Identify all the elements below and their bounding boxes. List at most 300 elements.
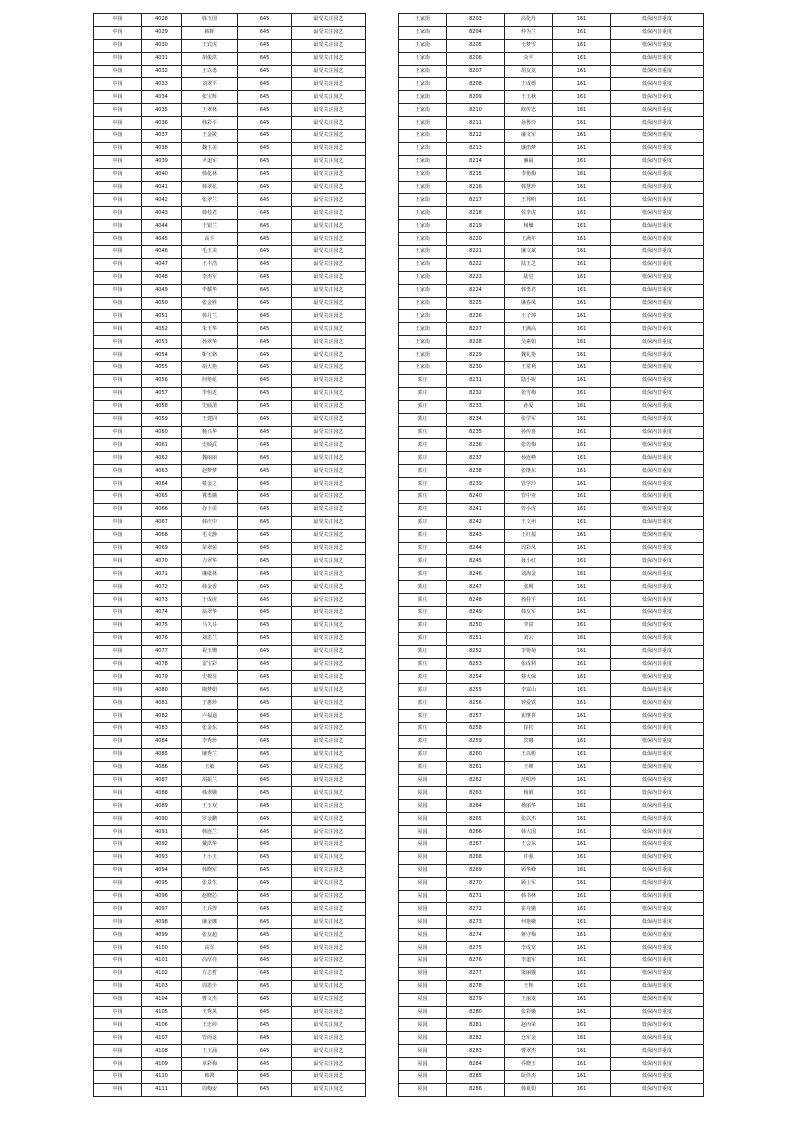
code-cell: 645 bbox=[238, 220, 292, 233]
name-cell: 廉春凤 bbox=[505, 297, 553, 310]
category-cell: 最受关注园艺 bbox=[292, 1083, 366, 1096]
id-cell: 8251 bbox=[447, 632, 505, 645]
id-cell: 4096 bbox=[142, 890, 182, 903]
name-cell: 朱玉华 bbox=[182, 323, 238, 336]
id-cell: 4095 bbox=[142, 877, 182, 890]
code-cell: 161 bbox=[553, 684, 611, 697]
category-cell: 最受关注园艺 bbox=[292, 271, 366, 284]
code-cell: 645 bbox=[238, 916, 292, 929]
category-cell: 低保内非重度 bbox=[611, 993, 704, 1006]
code-cell: 645 bbox=[238, 735, 292, 748]
name-cell: 曹翠杰 bbox=[505, 1045, 553, 1058]
unit-cell: 中扬 bbox=[94, 851, 142, 864]
code-cell: 645 bbox=[238, 142, 292, 155]
unit-cell: 屋园 bbox=[399, 1032, 447, 1045]
code-cell: 645 bbox=[238, 942, 292, 955]
id-cell: 8217 bbox=[447, 194, 505, 207]
category-cell: 低保内非重度 bbox=[611, 839, 704, 852]
unit-cell: 中扬 bbox=[94, 542, 142, 555]
id-cell: 8246 bbox=[447, 568, 505, 581]
code-cell: 161 bbox=[553, 1083, 611, 1096]
table-row bbox=[94, 864, 366, 877]
unit-cell: 郭庄 bbox=[399, 568, 447, 581]
table-row bbox=[94, 374, 366, 387]
table-row bbox=[94, 439, 366, 452]
category-cell: 最受关注园艺 bbox=[292, 142, 366, 155]
category-cell: 低保内非重度 bbox=[611, 529, 704, 542]
id-cell: 4074 bbox=[142, 606, 182, 619]
category-cell: 最受关注园艺 bbox=[292, 1071, 366, 1084]
id-cell: 4042 bbox=[142, 194, 182, 207]
category-cell: 最受关注园艺 bbox=[292, 336, 366, 349]
unit-cell: 中扬 bbox=[94, 271, 142, 284]
id-cell: 4111 bbox=[142, 1083, 182, 1096]
id-cell: 4076 bbox=[142, 632, 182, 645]
id-cell: 4060 bbox=[142, 426, 182, 439]
unit-cell: 中扬 bbox=[94, 735, 142, 748]
id-cell: 4082 bbox=[142, 710, 182, 723]
unit-cell: 屋园 bbox=[399, 839, 447, 852]
table-row bbox=[94, 645, 366, 658]
unit-cell: 郭庄 bbox=[399, 619, 447, 632]
id-cell: 8250 bbox=[447, 619, 505, 632]
name-cell: 张金胜 bbox=[182, 297, 238, 310]
name-cell: 韩化林 bbox=[182, 168, 238, 181]
name-cell: 赵晓芯 bbox=[182, 890, 238, 903]
unit-cell: 中扬 bbox=[94, 671, 142, 684]
id-cell: 8215 bbox=[447, 168, 505, 181]
name-cell: 孙爱 bbox=[505, 400, 553, 413]
name-cell: 戴洪华 bbox=[182, 839, 238, 852]
name-cell: 王丽龙 bbox=[505, 993, 553, 1006]
id-cell: 8213 bbox=[447, 142, 505, 155]
category-cell: 低保内非重度 bbox=[611, 826, 704, 839]
unit-cell: 郭庄 bbox=[399, 542, 447, 555]
unit-cell: 屋园 bbox=[399, 967, 447, 980]
table-row bbox=[94, 761, 366, 774]
table-row bbox=[94, 658, 366, 671]
name-cell: 张翠兰 bbox=[182, 194, 238, 207]
name-cell: 陆玉芝 bbox=[505, 258, 553, 271]
table-row bbox=[399, 826, 704, 839]
unit-cell: 王家街 bbox=[399, 220, 447, 233]
name-cell: 赵梦梦 bbox=[182, 465, 238, 478]
code-cell: 161 bbox=[553, 594, 611, 607]
name-cell: 王峰 bbox=[505, 761, 553, 774]
category-cell: 最受关注园艺 bbox=[292, 465, 366, 478]
code-cell: 161 bbox=[553, 542, 611, 555]
table-row bbox=[94, 336, 366, 349]
id-cell: 4090 bbox=[142, 813, 182, 826]
name-cell: 韩翠娥 bbox=[182, 787, 238, 800]
name-cell: 管学玲 bbox=[505, 478, 553, 491]
code-cell: 161 bbox=[553, 697, 611, 710]
name-cell: 李道军 bbox=[505, 955, 553, 968]
id-cell: 8207 bbox=[447, 65, 505, 78]
code-cell: 161 bbox=[553, 774, 611, 787]
category-cell: 最受关注园艺 bbox=[292, 452, 366, 465]
name-cell: 韩金香 bbox=[182, 581, 238, 594]
code-cell: 645 bbox=[238, 658, 292, 671]
name-cell: 欧传忠 bbox=[505, 104, 553, 117]
code-cell: 645 bbox=[238, 722, 292, 735]
category-cell: 低保内非重度 bbox=[611, 233, 704, 246]
category-cell: 低保内非重度 bbox=[611, 104, 704, 117]
name-cell: 魏丽丽 bbox=[182, 452, 238, 465]
category-cell: 低保内非重度 bbox=[611, 542, 704, 555]
table-row bbox=[94, 155, 366, 168]
unit-cell: 王家街 bbox=[399, 181, 447, 194]
unit-cell: 中扬 bbox=[94, 258, 142, 271]
table-row bbox=[94, 697, 366, 710]
category-cell: 最受关注园艺 bbox=[292, 91, 366, 104]
unit-cell: 郭庄 bbox=[399, 452, 447, 465]
id-cell: 4058 bbox=[142, 400, 182, 413]
name-cell: 王满年 bbox=[505, 233, 553, 246]
table-row bbox=[94, 787, 366, 800]
unit-cell: 中扬 bbox=[94, 980, 142, 993]
code-cell: 161 bbox=[553, 1058, 611, 1071]
category-cell: 最受关注园艺 bbox=[292, 568, 366, 581]
unit-cell: 中扬 bbox=[94, 168, 142, 181]
table-row bbox=[94, 980, 366, 993]
name-cell: 李恒近 bbox=[182, 387, 238, 400]
category-cell: 低保内非重度 bbox=[611, 929, 704, 942]
table-row bbox=[94, 220, 366, 233]
name-cell: 赵丙荣 bbox=[505, 1019, 553, 1032]
category-cell: 最受关注园艺 bbox=[292, 439, 366, 452]
code-cell: 161 bbox=[553, 632, 611, 645]
table-row bbox=[399, 452, 704, 465]
table-row bbox=[94, 839, 366, 852]
unit-cell: 中扬 bbox=[94, 787, 142, 800]
category-cell: 最受关注园艺 bbox=[292, 955, 366, 968]
code-cell: 645 bbox=[238, 542, 292, 555]
id-cell: 4053 bbox=[142, 336, 182, 349]
category-cell: 低保内非重度 bbox=[611, 916, 704, 929]
code-cell: 161 bbox=[553, 117, 611, 130]
category-cell: 低保内非重度 bbox=[611, 78, 704, 91]
code-cell: 161 bbox=[553, 1071, 611, 1084]
name-cell: 翁翠华 bbox=[182, 606, 238, 619]
id-cell: 8261 bbox=[447, 761, 505, 774]
name-cell: 韩庆中 bbox=[182, 516, 238, 529]
unit-cell: 郭庄 bbox=[399, 684, 447, 697]
unit-cell: 中扬 bbox=[94, 748, 142, 761]
id-cell: 4043 bbox=[142, 207, 182, 220]
id-cell: 4073 bbox=[142, 594, 182, 607]
category-cell: 最受关注园艺 bbox=[292, 117, 366, 130]
id-cell: 4036 bbox=[142, 117, 182, 130]
category-cell: 最受关注园艺 bbox=[292, 258, 366, 271]
name-cell: 胡俊洪 bbox=[182, 52, 238, 65]
code-cell: 645 bbox=[238, 130, 292, 143]
unit-cell: 中扬 bbox=[94, 310, 142, 323]
unit-cell: 郭庄 bbox=[399, 761, 447, 774]
name-cell: 高平 bbox=[182, 233, 238, 246]
name-cell: 陆堂 bbox=[505, 271, 553, 284]
id-cell: 4066 bbox=[142, 503, 182, 516]
name-cell: 陆小妮 bbox=[505, 374, 553, 387]
code-cell: 161 bbox=[553, 104, 611, 117]
table-row bbox=[399, 606, 704, 619]
code-cell: 645 bbox=[238, 78, 292, 91]
unit-cell: 郭庄 bbox=[399, 594, 447, 607]
unit-cell: 屋园 bbox=[399, 813, 447, 826]
table-row bbox=[399, 78, 704, 91]
name-cell: 崔丹娥 bbox=[505, 903, 553, 916]
unit-cell: 郭庄 bbox=[399, 516, 447, 529]
table-row bbox=[399, 439, 704, 452]
table-row bbox=[94, 52, 366, 65]
unit-cell: 中扬 bbox=[94, 155, 142, 168]
category-cell: 最受关注园艺 bbox=[292, 813, 366, 826]
category-cell: 最受关注园艺 bbox=[292, 155, 366, 168]
code-cell: 645 bbox=[238, 374, 292, 387]
id-cell: 4051 bbox=[142, 310, 182, 323]
name-cell: 何艳娥 bbox=[505, 916, 553, 929]
code-cell: 645 bbox=[238, 207, 292, 220]
code-cell: 645 bbox=[238, 606, 292, 619]
name-cell: 张宝辉 bbox=[182, 91, 238, 104]
name-cell: 张继东 bbox=[505, 465, 553, 478]
id-cell: 8226 bbox=[447, 310, 505, 323]
category-cell: 最受关注园艺 bbox=[292, 104, 366, 117]
name-cell: 史硕清 bbox=[182, 400, 238, 413]
unit-cell: 王家街 bbox=[399, 233, 447, 246]
name-cell: 仓军金 bbox=[505, 1032, 553, 1045]
code-cell: 645 bbox=[238, 1071, 292, 1084]
category-cell: 低保内非重度 bbox=[611, 336, 704, 349]
id-cell: 4038 bbox=[142, 142, 182, 155]
id-cell: 4031 bbox=[142, 52, 182, 65]
category-cell: 最受关注园艺 bbox=[292, 1058, 366, 1071]
id-cell: 4092 bbox=[142, 839, 182, 852]
category-cell: 低保内非重度 bbox=[611, 710, 704, 723]
table-row bbox=[399, 1006, 704, 1019]
id-cell: 4062 bbox=[142, 452, 182, 465]
category-cell: 最受关注园艺 bbox=[292, 246, 366, 259]
table-row bbox=[94, 826, 366, 839]
name-cell: 李艳菊 bbox=[505, 645, 553, 658]
table-row bbox=[94, 168, 366, 181]
category-cell: 最受关注园艺 bbox=[292, 516, 366, 529]
name-cell: 王红福 bbox=[505, 529, 553, 542]
id-cell: 8280 bbox=[447, 1006, 505, 1019]
category-cell: 低保内非重度 bbox=[611, 310, 704, 323]
code-cell: 161 bbox=[553, 349, 611, 362]
unit-cell: 中扬 bbox=[94, 323, 142, 336]
code-cell: 161 bbox=[553, 65, 611, 78]
name-cell: 方志哲 bbox=[182, 967, 238, 980]
code-cell: 645 bbox=[238, 993, 292, 1006]
id-cell: 4088 bbox=[142, 787, 182, 800]
name-cell: 张雪梅 bbox=[505, 387, 553, 400]
code-cell: 645 bbox=[238, 813, 292, 826]
category-cell: 最受关注园艺 bbox=[292, 1019, 366, 1032]
code-cell: 161 bbox=[553, 813, 611, 826]
table-row bbox=[399, 181, 704, 194]
code-cell: 161 bbox=[553, 374, 611, 387]
category-cell: 低保内非重度 bbox=[611, 877, 704, 890]
unit-cell: 屋园 bbox=[399, 1083, 447, 1096]
table-row bbox=[399, 787, 704, 800]
id-cell: 4047 bbox=[142, 258, 182, 271]
unit-cell: 屋园 bbox=[399, 942, 447, 955]
table-row bbox=[94, 594, 366, 607]
unit-cell: 中扬 bbox=[94, 478, 142, 491]
id-cell: 8233 bbox=[447, 400, 505, 413]
unit-cell: 王家街 bbox=[399, 91, 447, 104]
unit-cell: 中扬 bbox=[94, 374, 142, 387]
id-cell: 8214 bbox=[447, 155, 505, 168]
code-cell: 161 bbox=[553, 658, 611, 671]
table-row bbox=[94, 903, 366, 916]
id-cell: 4067 bbox=[142, 516, 182, 529]
table-row bbox=[399, 735, 704, 748]
code-cell: 645 bbox=[238, 1006, 292, 1019]
category-cell: 低保内非重度 bbox=[611, 735, 704, 748]
table-row bbox=[399, 658, 704, 671]
name-cell: 梁丽娥 bbox=[505, 967, 553, 980]
name-cell: 蔡金之 bbox=[182, 478, 238, 491]
id-cell: 4105 bbox=[142, 1006, 182, 1019]
category-cell: 低保内非重度 bbox=[611, 349, 704, 362]
table-row bbox=[94, 284, 366, 297]
name-cell: 刘翠平 bbox=[182, 78, 238, 91]
name-cell: 韩大国 bbox=[505, 826, 553, 839]
unit-cell: 王家街 bbox=[399, 349, 447, 362]
table-row bbox=[399, 581, 704, 594]
id-cell: 4087 bbox=[142, 774, 182, 787]
table-row bbox=[399, 130, 704, 143]
unit-cell: 中扬 bbox=[94, 761, 142, 774]
category-cell: 低保内非重度 bbox=[611, 787, 704, 800]
id-cell: 8224 bbox=[447, 284, 505, 297]
category-cell: 低保内非重度 bbox=[611, 568, 704, 581]
category-cell: 最受关注园艺 bbox=[292, 362, 366, 375]
code-cell: 645 bbox=[238, 14, 292, 27]
unit-cell: 中扬 bbox=[94, 864, 142, 877]
name-cell: 王兵得 bbox=[182, 903, 238, 916]
unit-cell: 郭庄 bbox=[399, 387, 447, 400]
category-cell: 最受关注园艺 bbox=[292, 929, 366, 942]
name-cell: 李艳梅 bbox=[505, 168, 553, 181]
table-row bbox=[94, 542, 366, 555]
unit-cell: 郭庄 bbox=[399, 555, 447, 568]
category-cell: 最受关注园艺 bbox=[292, 374, 366, 387]
table-row bbox=[399, 490, 704, 503]
table-row bbox=[399, 362, 704, 375]
table-row bbox=[94, 916, 366, 929]
code-cell: 645 bbox=[238, 671, 292, 684]
unit-cell: 王家街 bbox=[399, 78, 447, 91]
category-cell: 最受关注园艺 bbox=[292, 697, 366, 710]
table-row bbox=[94, 710, 366, 723]
code-cell: 161 bbox=[553, 735, 611, 748]
unit-cell: 中扬 bbox=[94, 877, 142, 890]
table-row bbox=[94, 14, 366, 27]
category-cell: 低保内非重度 bbox=[611, 400, 704, 413]
id-cell: 4061 bbox=[142, 439, 182, 452]
id-cell: 4089 bbox=[142, 800, 182, 813]
code-cell: 645 bbox=[238, 761, 292, 774]
category-cell: 最受关注园艺 bbox=[292, 65, 366, 78]
unit-cell: 郭庄 bbox=[399, 710, 447, 723]
category-cell: 低保内非重度 bbox=[611, 181, 704, 194]
id-cell: 4044 bbox=[142, 220, 182, 233]
id-cell: 8228 bbox=[447, 336, 505, 349]
name-cell: 崔继喜 bbox=[505, 710, 553, 723]
name-cell: 廉文斌 bbox=[505, 246, 553, 259]
unit-cell: 屋园 bbox=[399, 774, 447, 787]
code-cell: 645 bbox=[238, 413, 292, 426]
name-cell: 于惠珍 bbox=[182, 697, 238, 710]
table-row bbox=[94, 413, 366, 426]
table-row bbox=[399, 697, 704, 710]
id-cell: 4108 bbox=[142, 1045, 182, 1058]
table-row bbox=[94, 942, 366, 955]
id-cell: 4079 bbox=[142, 671, 182, 684]
code-cell: 645 bbox=[238, 284, 292, 297]
code-cell: 161 bbox=[553, 568, 611, 581]
code-cell: 161 bbox=[553, 233, 611, 246]
code-cell: 645 bbox=[238, 697, 292, 710]
unit-cell: 中扬 bbox=[94, 413, 142, 426]
category-cell: 低保内非重度 bbox=[611, 65, 704, 78]
unit-cell: 王家街 bbox=[399, 52, 447, 65]
table-row bbox=[399, 619, 704, 632]
unit-cell: 郭庄 bbox=[399, 722, 447, 735]
code-cell: 161 bbox=[553, 14, 611, 27]
code-cell: 161 bbox=[553, 258, 611, 271]
table-row bbox=[94, 310, 366, 323]
name-cell: 力翠华 bbox=[182, 555, 238, 568]
name-cell: 胡振兰 bbox=[182, 774, 238, 787]
table-row bbox=[94, 813, 366, 826]
table-row bbox=[399, 374, 704, 387]
code-cell: 645 bbox=[238, 452, 292, 465]
unit-cell: 中扬 bbox=[94, 194, 142, 207]
category-cell: 低保内非重度 bbox=[611, 323, 704, 336]
unit-cell: 王家街 bbox=[399, 26, 447, 39]
category-cell: 低保内非重度 bbox=[611, 39, 704, 52]
unit-cell: 中扬 bbox=[94, 117, 142, 130]
unit-cell: 屋园 bbox=[399, 877, 447, 890]
left-data-table bbox=[93, 13, 366, 1097]
unit-cell: 屋园 bbox=[399, 916, 447, 929]
category-cell: 最受关注园艺 bbox=[292, 413, 366, 426]
code-cell: 161 bbox=[553, 194, 611, 207]
id-cell: 4030 bbox=[142, 39, 182, 52]
name-cell: 阮伴杰 bbox=[505, 1071, 553, 1084]
name-cell: 王子坤 bbox=[505, 310, 553, 323]
code-cell: 645 bbox=[238, 980, 292, 993]
category-cell: 最受关注园艺 bbox=[292, 710, 366, 723]
id-cell: 4033 bbox=[142, 78, 182, 91]
table-row bbox=[399, 1045, 704, 1058]
category-cell: 低保内非重度 bbox=[611, 748, 704, 761]
id-cell: 4109 bbox=[142, 1058, 182, 1071]
code-cell: 645 bbox=[238, 52, 292, 65]
name-cell: 吴素娟 bbox=[505, 336, 553, 349]
category-cell: 低保内非重度 bbox=[611, 117, 704, 130]
code-cell: 161 bbox=[553, 130, 611, 143]
category-cell: 最受关注园艺 bbox=[292, 877, 366, 890]
id-cell: 8276 bbox=[447, 955, 505, 968]
id-cell: 8205 bbox=[447, 39, 505, 52]
table-row bbox=[94, 619, 366, 632]
